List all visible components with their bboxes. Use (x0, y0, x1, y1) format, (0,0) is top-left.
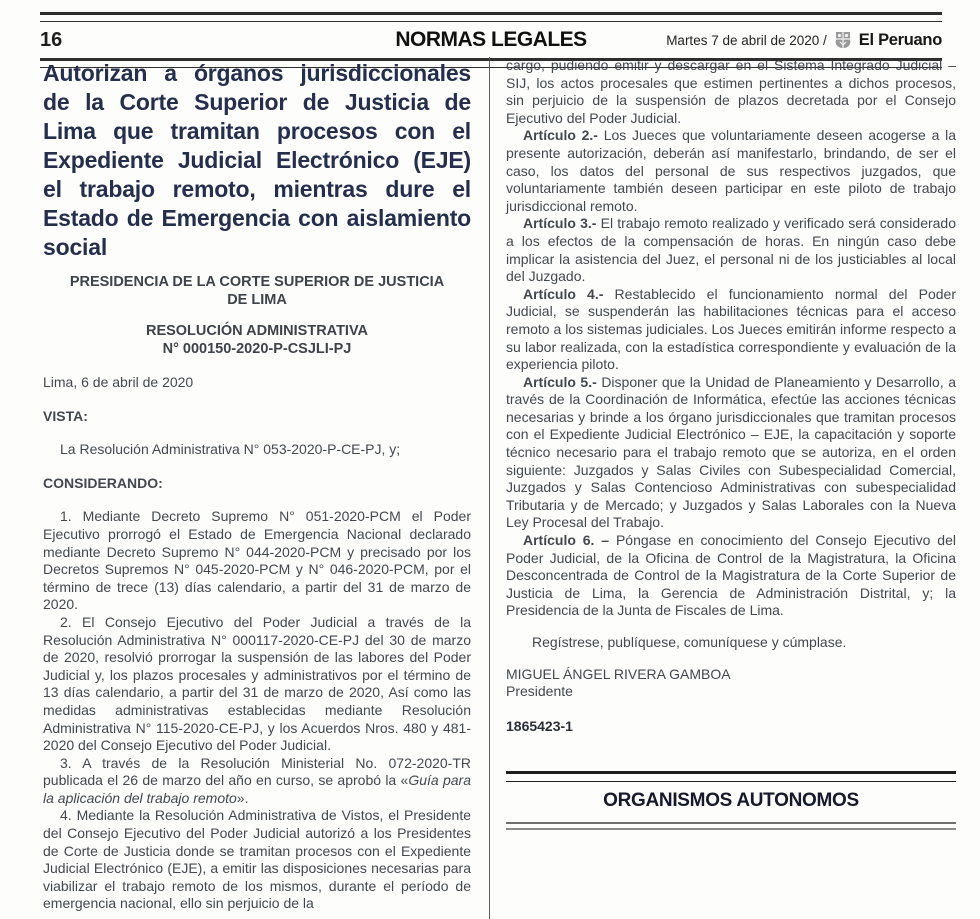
resolution-heading-line1: RESOLUCIÓN ADMINISTRATIVA (145, 323, 369, 339)
peru-coat-of-arms-icon (833, 30, 853, 50)
banner-rule-bottom (506, 822, 956, 830)
right-column (506, 57, 956, 830)
article-2-lead: Artículo 2.- (523, 127, 598, 144)
section-banner-title: ORGANISMOS AUTONOMOS (603, 789, 859, 811)
vista-paragraph: La Resolución Administrativa N° 053-2020-P-CE-PJ, y; (60, 441, 401, 458)
considerando-paragraph-4: 4. Mediante la Resolución Administrativa de Vistos, el Presidente del Consejo Ejecutivo del Poder Judicial autorizó a los Presidentes de Corte de Justicia donde se tramitan procesos con el Expediente Judicial Electrónico (EJE), a emitir las disposiciones necesarias para viabilizar el trabajo remoto de los mismos, durante el período de emergencia nacional, ello sin perjuicio de la (43, 807, 471, 912)
signer-role: Presidente (506, 683, 573, 700)
considerando-label: CONSIDERANDO: (43, 474, 163, 491)
closing-formula: Regístrese, publíquese, comuníquese y cúmplase. (532, 634, 847, 650)
guide-title-italic: Guía para la aplicación del trabajo remoto (43, 772, 471, 806)
paragraph-3-closing: ». (236, 789, 249, 806)
article-title: Autorizan a órganos jurisdiccionales de la Corte Superior de Justicia de Lima que tramitan procesos con el Expediente Judicial Electrónico (EJE) el trabajo remoto, mientras dure el Estado de Emergencia con aislamiento social (43, 60, 471, 260)
page-number: 16 (40, 28, 63, 51)
section-banner (506, 771, 956, 830)
article-4-paragraph (506, 286, 956, 374)
signer-name: MIGUEL ÁNGEL RIVERA GAMBOA (506, 665, 731, 682)
considerando-paragraph-2: 2. El Consejo Ejecutivo del Poder Judicial a través de la Resolución Administrativa N° 000117-2020-CE-PJ del 30 de marzo de 2020, resolvió prorrogar la suspensión de las labores del Poder Judicial y, los plazos procesales y administrativos por el término de 13 días calendario, a partir del 31 de marzo de 2020, Así como las medidas administrativas establecidas mediante Resolución Administrativa N° 115-2020-CE-PJ, y los Acuerdos Nros. 480 y 481-2020 del Consejo Ejecutivo del Poder Judicial. (43, 613, 471, 754)
header-rule-top (40, 12, 942, 22)
header-row (40, 22, 942, 58)
article-5-paragraph (506, 374, 956, 532)
considerando-paragraph-3 (43, 755, 471, 808)
issuing-body-heading: PRESIDENCIA DE LA CORTE SUPERIOR DE JUSTICIA DE LIMA (69, 274, 445, 308)
column-divider (489, 57, 490, 919)
article-5-text: Disponer que la Unidad de Planeamiento y Desarrollo, a través de la Coordinación de Informática, efectúe las acciones técnicas necesarias y brinde a los órgano jurisdiccionales que tramitan procesos con el Expediente Judicial Electrónico – EJE, la capacitación y soporte técnico necesario para el trabajo remoto que se autoriza, en el orden siguiente: Juzgados y Salas Civiles con Subespecialidad Comercial, Juzgados y Salas Contencioso Administrativas con subespecialidad Tributaria y de Mercado; y Juzgados y Salas Laborales con la Nueva Ley Procesal del Trabajo. (506, 373, 956, 531)
article-2-text: Los Jueces que voluntariamente deseen acogerse a la presente autorización, deberán así manifestarlo, brindando, de ser el caso, los datos del personal de sus respectivos juzgados, que voluntariamente también deseen participar en este piloto de trabajo jurisdiccional remoto. (506, 127, 956, 214)
paragraph-3-text: 3. A través de la Resolución Ministerial No. 072-2020-TR publicada el 26 de marzo del año en curso, se aprobó la « (43, 754, 471, 789)
article-2-paragraph (506, 127, 956, 215)
header-date: Martes 7 de abril de 2020 / (666, 32, 827, 48)
masthead-title: NORMAS LEGALES (395, 28, 587, 51)
article-6-text: Póngase en conocimiento del Consejo Ejecutivo del Poder Judicial, de la Oficina de Control de la Magistratura, la Oficina Desconcentrada de Control de la Magistratura de la Corte Superior de Justicia de Lima, la Gerencia de Administración Distrital, y; la Presidencia de la Junta de Fiscales de Lima. (506, 532, 956, 619)
article-3-paragraph (506, 215, 956, 285)
article-3-lead: Artículo 3.- (523, 215, 597, 232)
article-6-paragraph (506, 532, 956, 620)
header-date-brand (666, 30, 942, 50)
article-4-lead: Artículo 4.- (523, 285, 604, 302)
publication-reference-code: 1865423-1 (506, 717, 573, 734)
resolution-heading-line2: N° 000150-2020-P-CSJLI-PJ (162, 341, 352, 357)
left-column (43, 57, 471, 913)
article-6-lead: Artículo 6. – (523, 532, 610, 549)
vista-label: VISTA: (43, 407, 88, 424)
article-4-text: Restablecido el funcionamiento normal del Poder Judicial, se suspenderán las habilitaciones técnicas para el acceso remoto a los sistemas judiciales. Los Jueces emitirán informe respecto a su labor realizada, con la estadística correspondiente y evaluación de la experiencia piloto. (506, 285, 956, 373)
continuation-paragraph: cargo, pudiendo emitir y descargar en el Sistema Integrado Judicial – SIJ, los actos procesales que estimen pertinentes a dichos procesos, sin perjuicio de la suspensión de plazos decretada por el Consejo Ejecutivo del Poder Judicial. (506, 57, 956, 126)
resolution-heading (61, 322, 453, 358)
place-date-line: Lima, 6 de abril de 2020 (43, 374, 194, 390)
banner-rule-top (506, 771, 956, 782)
considerando-paragraph-1: 1. Mediante Decreto Supremo N° 051-2020-PCM el Poder Ejecutivo prorrogó el Estado de Emergencia Nacional declarado mediante Decreto Supremo N° 044-2020-PCM y precisado por los Decretos Supremos N° 045-2020-PCM y N° 046-2020-PCM, por el término de trece (13) días calendario, a partir del 31 de marzo de 2020. (43, 508, 471, 613)
signature-block (506, 666, 956, 701)
article-3-text: El trabajo remoto realizado y verificado será considerado a los efectos de la compensación de horas. En ningún caso debe implicar la asistencia del Juez, el personal ni de los justiciables al local del Juzgado. (506, 215, 956, 285)
brand-name: El Peruano (858, 30, 942, 49)
article-5-lead: Artículo 5.- (523, 373, 597, 390)
